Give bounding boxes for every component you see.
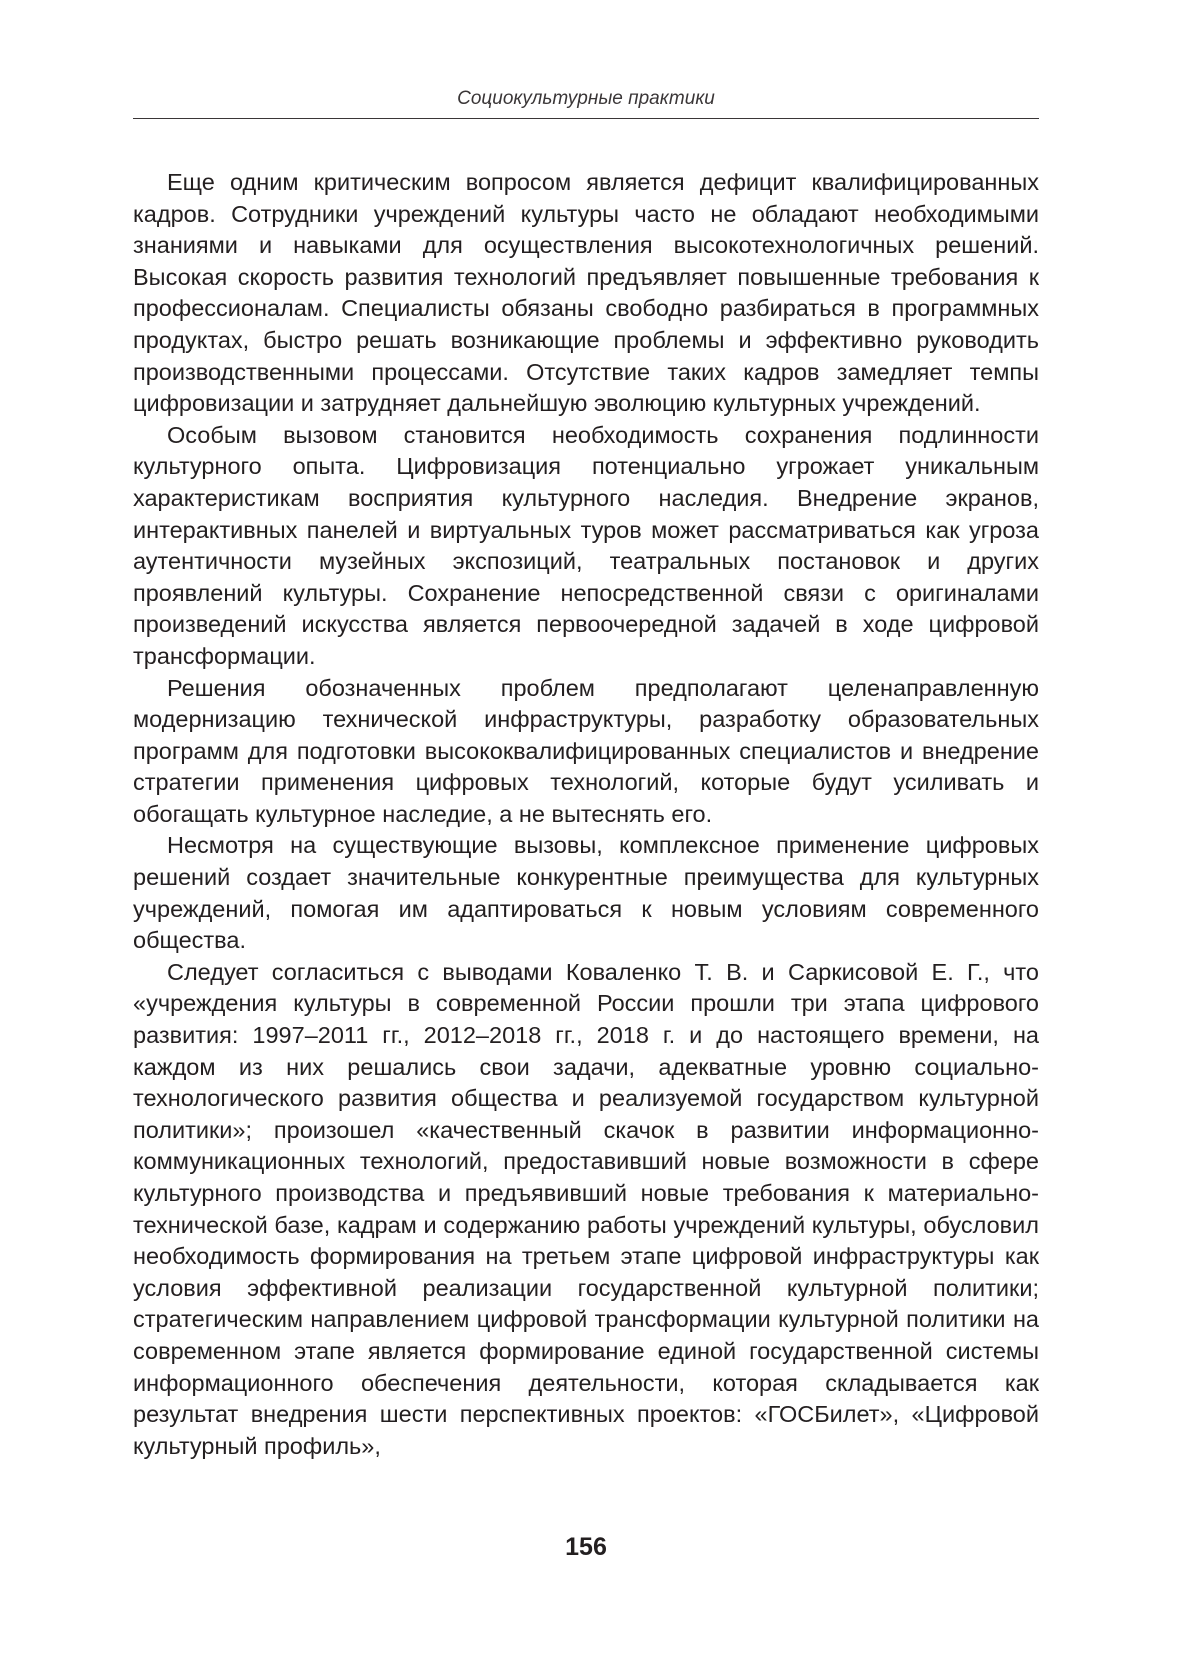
paragraph-4: Несмотря на существующие вызовы, комплексное применение цифровых решений создает значительные конкурентные преимущества для культурных учреждений, помогая им адаптироваться к новым условиям современного общества. [133,832,1039,954]
paragraph-3: Решения обозначенных проблем предполагают целенаправленную модернизацию технической инфраструктуры, разработку образовательных программ для подготовки высококвалифицированных специалистов и внедрение стратегии применения цифровых технологий, которые будут усиливать и обогащать культурное наследие, а не вытеснять его. [133,674,1039,827]
paragraph-1: Еще одним критическим вопросом является дефицит квалифицированных кадров. Сотрудники учреждений культуры часто не обладают необходимыми знаниями и навыками для осуществления высокотехнологичных решений. Высокая скорость развития технологий предъявляет повышенные требования к профессионалам. Специалисты обязаны свободно разбираться в программных продуктах, быстро решать возникающие проблемы и эффективно руководить производственными процессами. Отсутствие таких кадров замедляет темпы цифровизации и затрудняет дальнейшую эволюцию культурных учреждений. [133,169,1039,417]
paragraph-5: Следует согласиться с выводами Коваленко Т. В. и Саркисовой Е. Г., что «учреждения культуры в современной России прошли три этапа цифрового развития: 1997–2011 гг., 2012–2018 гг., 2018 г. и до настоящего времени, на каждом из них решались свои задачи, адекватные уровню социально-технологического развития общества и реализуемой государством культурной политики»; произошел «качественный скачок в развитии информационно-коммуникационных технологий, предоставивший новые возможности в сфере культурного производства и предъявивший новые требования к материально-технической базе, кадрам и содержанию работы учреждений культуры, обусловил необходимость формирования на третьем этапе цифровой инфраструктуры как условия эффективной реализации государственной культурной политики; стратегическим направлением цифровой трансформации культурной политики на современном этапе является формирование единой государственной системы информационного обеспечения деятельности, которая складывается как результат внедрения шести перспективных проектов: «ГОСБилет», «Цифровой культурный профиль», [133,958,1039,1459]
paragraph-2: Особым вызовом становится необходимость сохранения подлинности культурного опыта. Цифровизация потенциально угрожает уникальным характеристикам восприятия культурного наследия. Внедрение экранов, интерактивных панелей и виртуальных туров может рассматриваться как угроза аутентичности музейных экспозиций, театральных постановок и других проявлений культуры. Сохранение непосредственной связи с оригиналами произведений искусства является первоочередной задачей в ходе цифровой трансформации. [133,421,1039,669]
running-head: Социокультурные практики [457,88,715,109]
page-number: 156 [565,1533,607,1561]
body-text [133,167,1039,1462]
header-rule [133,118,1039,119]
